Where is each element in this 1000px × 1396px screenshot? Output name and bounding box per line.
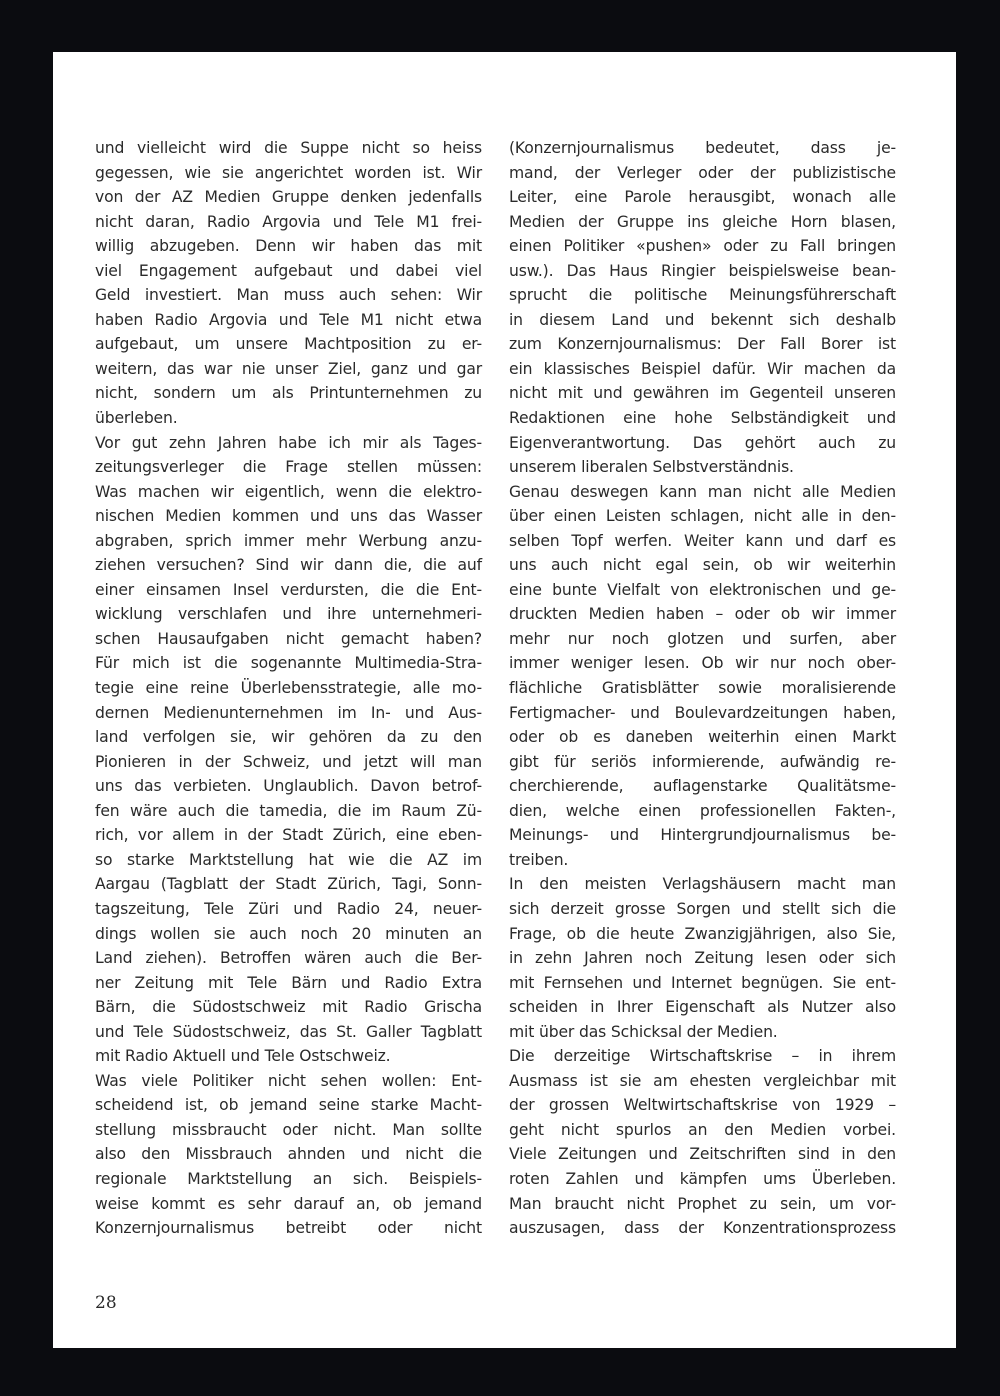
text-line: cherchierende, auflagenstarke Qualitätsme- [509, 777, 896, 796]
text-line: aufgebaut, um unsere Machtposition zu er- [95, 335, 482, 354]
text-line: Fertigmacher- und Boulevardzeitungen haben, [509, 703, 896, 722]
text-line: Was machen wir eigentlich, wenn die elektro- [95, 482, 482, 501]
text-line: mit über das Schicksal der Medien. [509, 1022, 778, 1041]
text-line: Medien der Gruppe ins gleiche Horn blasen, [509, 212, 896, 231]
text-line: weise kommt es sehr darauf an, ob jemand [95, 1194, 482, 1213]
text-line: sich derzeit grosse Sorgen und stellt sich die [509, 899, 896, 918]
text-line: Eigenverantwortung. Das gehört auch zu [509, 433, 896, 452]
text-line: regionale Marktstellung an sich. Beispiels- [95, 1169, 482, 1188]
text-line: fen wäre auch die tamedia, die im Raum Zü- [95, 801, 482, 820]
text-line: uns das verbieten. Unglaublich. Davon betrof- [95, 777, 482, 796]
text-line: roten Zahlen und kämpfen ums Überleben. [509, 1169, 896, 1188]
text-line: treiben. [509, 850, 569, 869]
text-line: rich, vor allem in der Stadt Zürich, eine eben- [95, 826, 482, 845]
text-line: Genau deswegen kann man nicht alle Medien [509, 482, 896, 501]
text-line: auszusagen, dass der Konzentrationsprozess [509, 1219, 896, 1238]
text-line: Aargau (Tagblatt der Stadt Zürich, Tagi, Sonn- [95, 875, 482, 894]
text-line: in diesem Land und bekennt sich deshalb [509, 310, 896, 329]
text-line: Geld investiert. Man muss auch sehen: Wir [95, 286, 482, 305]
text-line: wicklung verschlafen und ihre unternehmeri- [95, 605, 482, 624]
text-line: Man braucht nicht Prophet zu sein, um vor- [509, 1194, 896, 1213]
text-line: uns auch nicht egal sein, ob wir weiterhin [509, 556, 896, 575]
text-line: nischen Medien kommen und uns das Wasser [95, 507, 482, 526]
text-line: mehr nur noch glotzen und surfen, aber [509, 629, 896, 648]
text-line: ein klassisches Beispiel dafür. Wir machen da [509, 359, 896, 378]
text-line: von der AZ Medien Gruppe denken jedenfalls [95, 188, 482, 207]
text-line: scheidend ist, ob jemand seine starke Macht- [95, 1096, 482, 1115]
text-line: geht nicht spurlos an den Medien vorbei. [509, 1120, 896, 1139]
text-line: Was viele Politiker nicht sehen wollen: Ent- [95, 1071, 482, 1090]
text-line: gegessen, wie sie angerichtet worden ist. Wir [95, 163, 482, 182]
text-line: tegie eine reine Überlebensstrategie, alle mo- [95, 679, 482, 698]
text-line: und vielleicht wird die Suppe nicht so heiss [95, 139, 482, 157]
text-line: (Konzernjournalismus bedeutet, dass je- [509, 139, 896, 157]
text-line: druckten Medien haben – oder ob wir immer [509, 605, 896, 624]
text-line: über einen Leisten schlagen, nicht alle in den- [509, 507, 896, 526]
text-line: ziehen versuchen? Sind wir dann die, die auf [95, 556, 482, 575]
text-line: überleben. [95, 409, 178, 428]
left-text-column [95, 136, 482, 1241]
text-line: so starke Marktstellung hat wie die AZ im [95, 850, 482, 869]
text-line: eine bunte Vielfalt von elektronischen und ge- [509, 580, 896, 599]
text-line: Für mich ist die sogenannte Multimedia-Stra- [95, 654, 482, 673]
document-page [53, 52, 956, 1348]
text-line: Konzernjournalismus betreibt oder nicht [95, 1219, 482, 1238]
text-line: nicht daran, Radio Argovia und Tele M1 frei- [95, 212, 482, 231]
text-line: zeitungsverleger die Frage stellen müssen: [95, 458, 482, 477]
text-line: mit Radio Aktuell und Tele Ostschweiz. [95, 1047, 391, 1066]
text-line: Redaktionen eine hohe Selbständigkeit und [509, 409, 896, 428]
text-line: und Tele Südostschweiz, das St. Galler Tagblatt [95, 1022, 482, 1041]
text-line: stellung missbraucht oder nicht. Man sollte [95, 1120, 482, 1139]
text-line: schen Hausaufgaben nicht gemacht haben? [95, 629, 482, 648]
text-line: nicht mit und gewähren im Gegenteil unseren [509, 384, 896, 403]
text-line: usw.). Das Haus Ringier beispielsweise bean- [509, 261, 896, 280]
text-line: Bärn, die Südostschweiz mit Radio Grischa [95, 998, 482, 1017]
text-line: gibt für seriös informierende, aufwändig re- [509, 752, 896, 771]
text-line: zum Konzernjournalismus: Der Fall Borer ist [509, 335, 896, 354]
text-line: Pionieren in der Schweiz, und jetzt will man [95, 752, 482, 771]
text-line: Viele Zeitungen und Zeitschriften sind in den [509, 1145, 896, 1164]
text-line: Frage, ob die heute Zwanzigjährigen, also Sie, [509, 924, 896, 943]
text-line: nicht, sondern um als Printunternehmen zu [95, 384, 482, 403]
text-line: Ausmass ist sie am ehesten vergleichbar mit [509, 1071, 896, 1090]
text-line: dien, welche einen professionellen Fakten-, [509, 801, 896, 820]
text-line: ner Zeitung mit Tele Bärn und Radio Extra [95, 973, 482, 992]
text-line: immer weniger lesen. Ob wir nur noch ober- [509, 654, 896, 673]
text-line: tagszeitung, Tele Züri und Radio 24, neuer- [95, 899, 482, 918]
text-line: sprucht die politische Meinungsführerschaft [509, 286, 896, 305]
text-line: Leiter, eine Parole herausgibt, wonach alle [509, 188, 896, 207]
text-line: der grossen Weltwirtschaftskrise von 1929 – [509, 1096, 896, 1115]
text-line: dings wollen sie auch noch 20 minuten an [95, 924, 482, 943]
text-line: flächliche Gratisblätter sowie moralisierende [509, 679, 896, 698]
text-line: oder ob es daneben weiterhin einen Markt [509, 728, 896, 747]
text-line: weitern, das war nie unser Ziel, ganz und gar [95, 359, 482, 378]
text-line: mit Fernsehen und Internet begnügen. Sie ent- [509, 973, 896, 992]
text-line: abgraben, sprich immer mehr Werbung anzu- [95, 531, 482, 550]
page-number: 28 [95, 1293, 117, 1313]
text-line: selben Topf werfen. Weiter kann und darf es [509, 531, 896, 550]
text-line: In den meisten Verlagshäusern macht man [509, 875, 896, 894]
text-line: unserem liberalen Selbstverständnis. [509, 458, 794, 477]
text-line: einer einsamen Insel verdursten, die die Ent- [95, 580, 482, 599]
text-line: dernen Medienunternehmen im In- und Aus- [95, 703, 482, 722]
text-line: Die derzeitige Wirtschaftskrise – in ihrem [509, 1047, 896, 1066]
text-line: in zehn Jahren noch Zeitung lesen oder sich [509, 949, 896, 968]
text-line: einen Politiker «pushen» oder zu Fall bringen [509, 237, 896, 256]
text-line: also den Missbrauch ahnden und nicht die [95, 1145, 482, 1164]
text-line: willig abzugeben. Denn wir haben das mit [95, 237, 482, 256]
text-line: mand, der Verleger oder der publizistische [509, 163, 896, 182]
text-line: land verfolgen sie, wir gehören da zu den [95, 728, 482, 747]
right-text-column [509, 136, 896, 1241]
text-line: Vor gut zehn Jahren habe ich mir als Tages- [95, 433, 482, 452]
text-line: Meinungs- und Hintergrundjournalismus be- [509, 826, 896, 845]
text-line: viel Engagement aufgebaut und dabei viel [95, 261, 482, 280]
text-line: scheiden in Ihrer Eigenschaft als Nutzer also [509, 998, 896, 1017]
text-line: haben Radio Argovia und Tele M1 nicht etwa [95, 310, 482, 329]
text-line: Land ziehen). Betroffen wären auch die Ber- [95, 949, 482, 968]
